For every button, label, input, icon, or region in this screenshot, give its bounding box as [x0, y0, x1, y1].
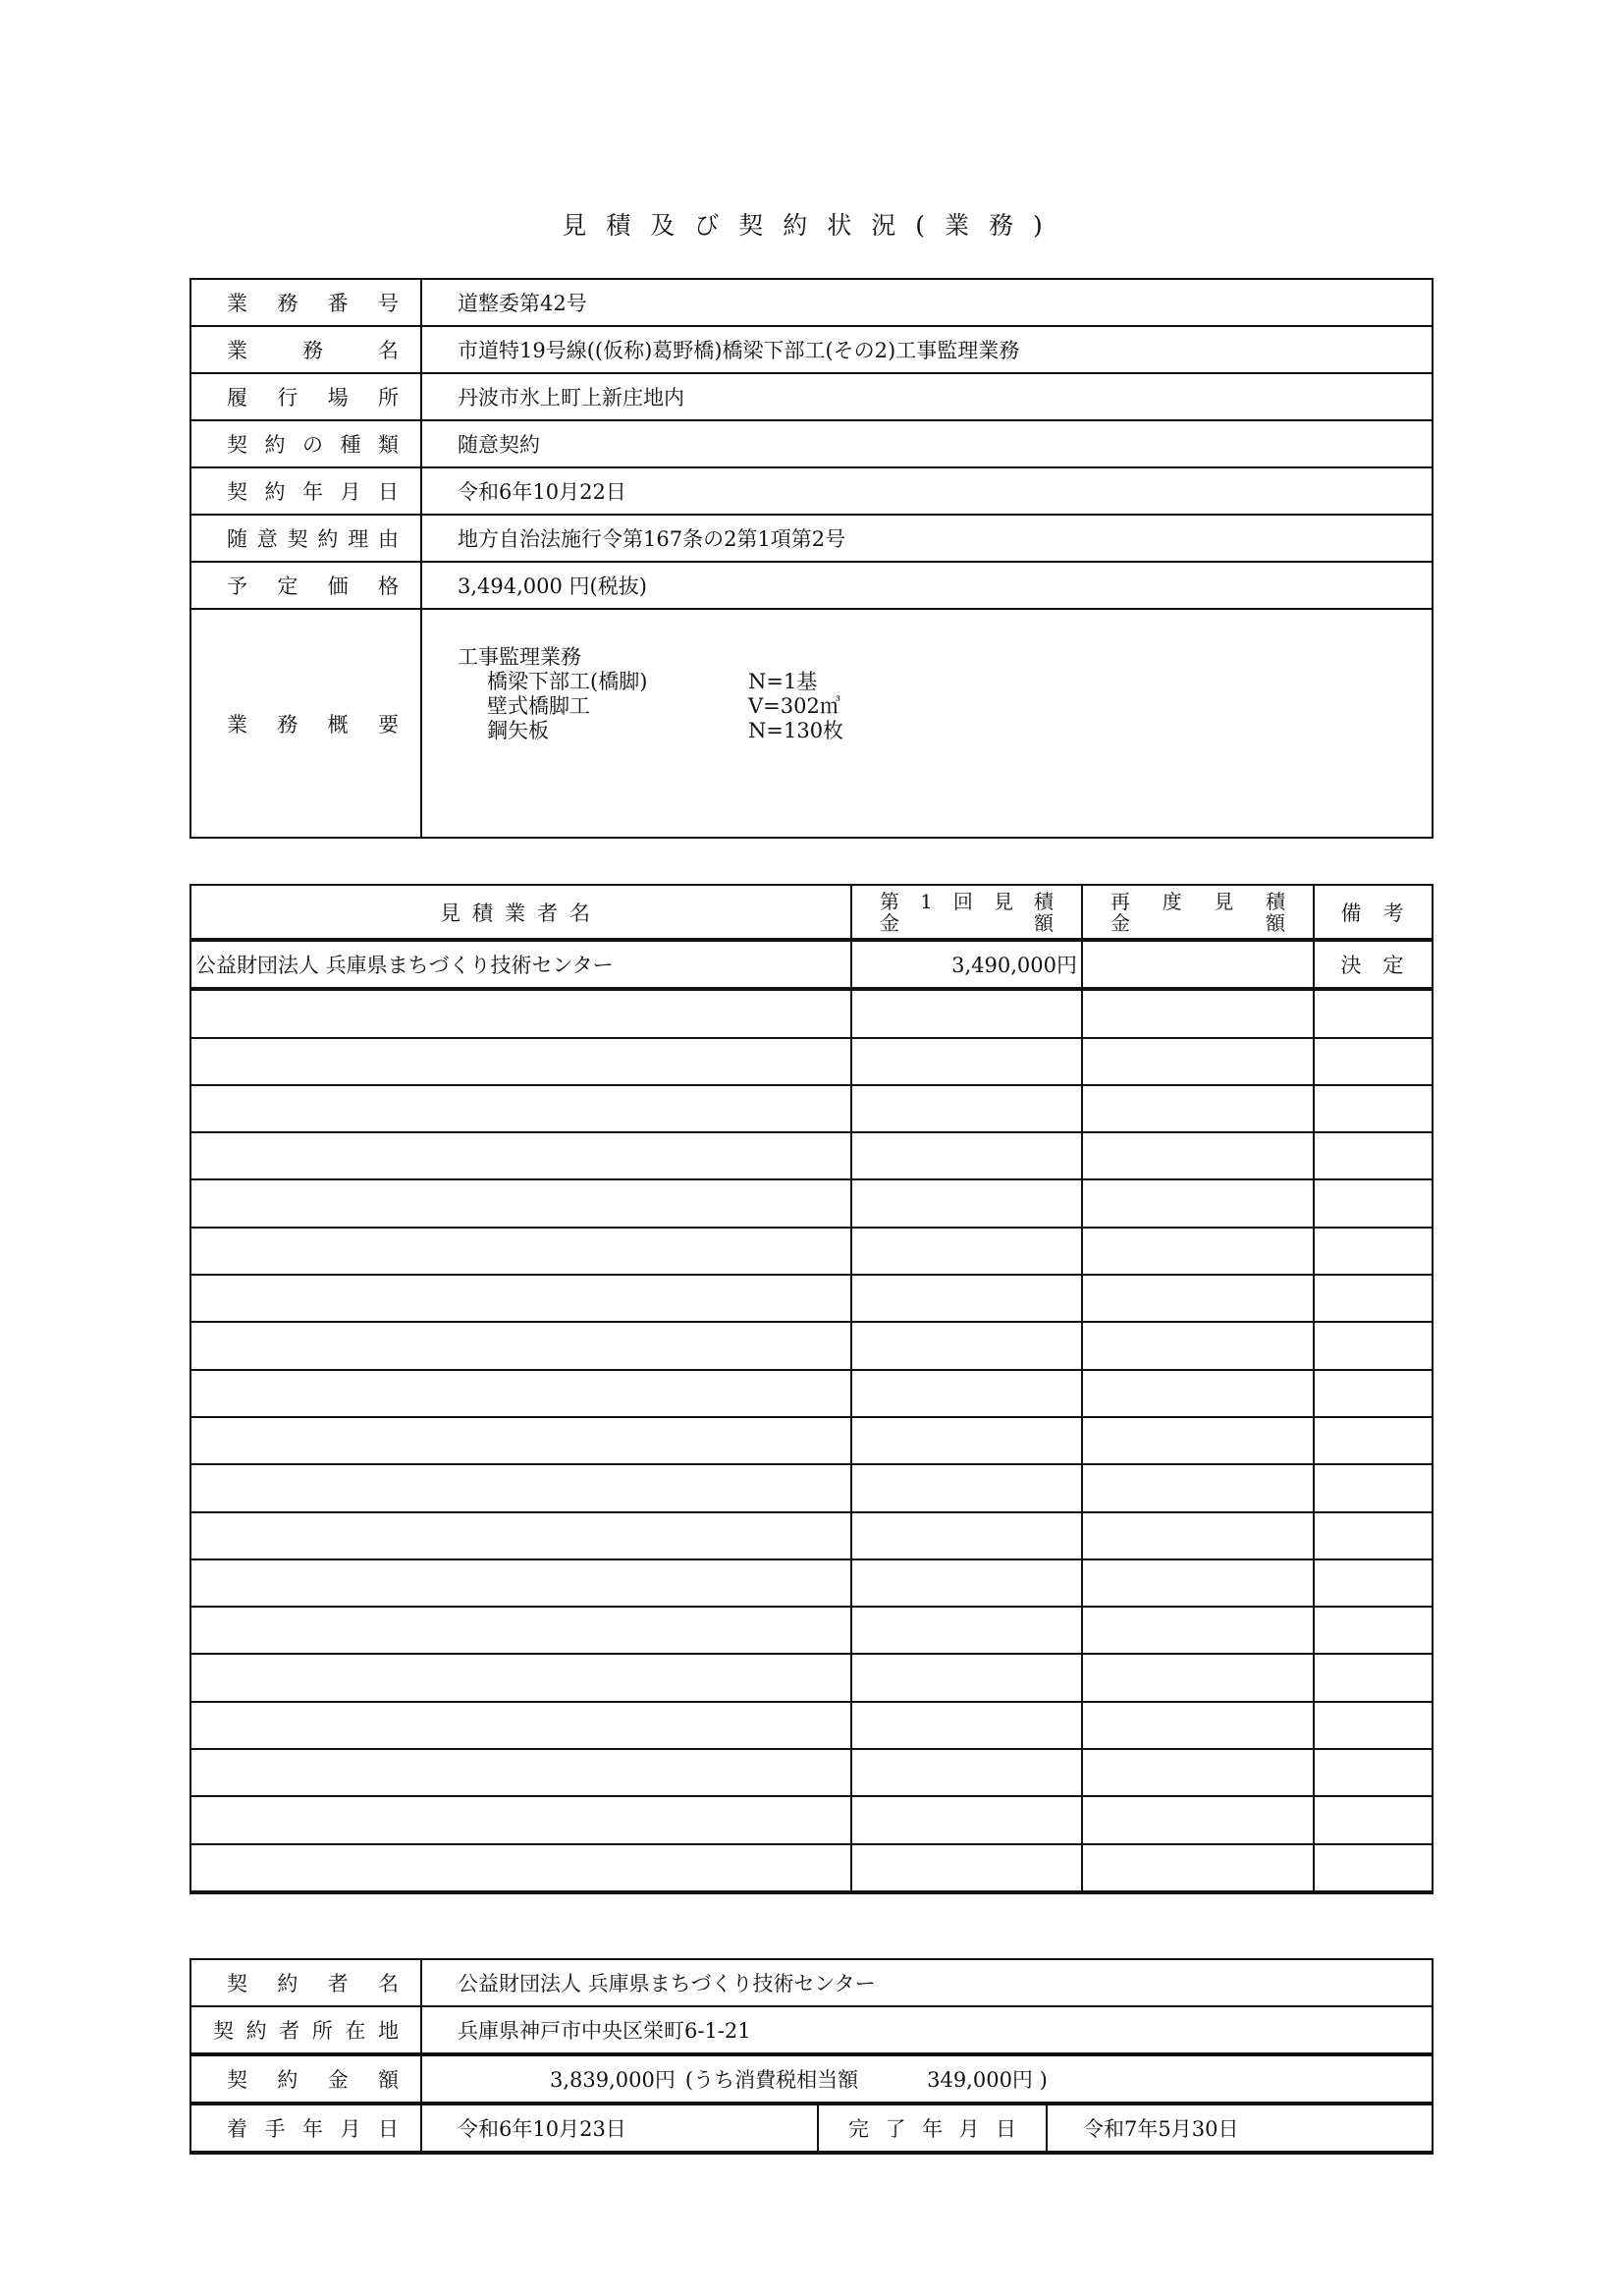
header-first-estimate	[851, 885, 1082, 940]
vendor-cell	[190, 1796, 851, 1843]
note-cell	[1314, 989, 1433, 1037]
note-cell	[1314, 1228, 1433, 1275]
contract-row-amount	[190, 2054, 1433, 2104]
vendor-cell	[190, 1559, 851, 1607]
info-row-contract-date	[190, 467, 1433, 515]
page-title: 見積及び契約状況(業務)	[562, 211, 1062, 240]
vendor-cell	[190, 1085, 851, 1132]
value-amount	[421, 2054, 1433, 2104]
header-first-estimate-bottom: 金額	[880, 910, 1054, 935]
value-contract-date: 令和6年10月22日	[421, 467, 1433, 515]
note-cell	[1314, 1464, 1433, 1511]
table-row	[190, 1796, 1433, 1843]
vendor-cell	[190, 1844, 851, 1892]
info-row-summary	[190, 609, 1433, 838]
estimates-header-row	[190, 885, 1433, 940]
summary-item-qty: N=1基	[748, 669, 818, 693]
second-estimate-cell	[1082, 1038, 1314, 1085]
first-estimate-cell	[851, 1607, 1082, 1654]
label-end-date: 完了年月日	[818, 2104, 1047, 2153]
label-reason: 随意契約理由	[190, 515, 421, 562]
amount-tax-prefix: (うち消費税相当額	[684, 2068, 859, 2092]
note-cell	[1314, 1512, 1433, 1559]
label-summary: 業務概要	[190, 609, 421, 838]
header-second-estimate	[1082, 885, 1314, 940]
second-estimate-cell	[1082, 1370, 1314, 1417]
second-estimate-cell	[1082, 989, 1314, 1037]
value-start-date: 令和6年10月23日	[421, 2104, 818, 2153]
vendor-cell	[190, 1322, 851, 1369]
info-row-location	[190, 373, 1433, 420]
vendor-cell	[190, 1132, 851, 1179]
first-estimate-cell	[851, 1512, 1082, 1559]
note-cell	[1314, 1702, 1433, 1749]
vendor-cell	[190, 1702, 851, 1749]
label-address: 契約者所在地	[190, 2006, 421, 2054]
note-cell	[1314, 1749, 1433, 1796]
vendor-cell	[190, 1464, 851, 1511]
table-row	[190, 1132, 1433, 1179]
first-estimate-cell	[851, 1275, 1082, 1322]
value-planned-price: 3,494,000 円(税抜)	[421, 562, 1433, 609]
value-address: 兵庫県神戸市中央区栄町6-1-21	[421, 2006, 1433, 2054]
vendor-cell	[190, 1370, 851, 1417]
first-estimate-cell	[851, 1702, 1082, 1749]
note-cell	[1314, 1607, 1433, 1654]
table-row	[190, 1228, 1433, 1275]
first-estimate-cell	[851, 1085, 1082, 1132]
table-row	[190, 1607, 1433, 1654]
table-row	[190, 1179, 1433, 1227]
vendor-cell	[190, 1179, 851, 1227]
label-business-number: 業務番号	[190, 279, 421, 326]
second-estimate-cell	[1082, 1559, 1314, 1607]
value-location: 丹波市氷上町上新庄地内	[421, 373, 1433, 420]
table-row	[190, 1844, 1433, 1892]
table-row	[190, 989, 1433, 1037]
label-location: 履行場所	[190, 373, 421, 420]
label-contract-type: 契約の種類	[190, 420, 421, 467]
label-contract-date: 契約年月日	[190, 467, 421, 515]
header-vendor: 見積業者名	[190, 885, 851, 940]
first-estimate-cell: 3,490,000円	[851, 940, 1082, 989]
second-estimate-cell	[1082, 940, 1314, 989]
note-cell	[1314, 1559, 1433, 1607]
first-estimate-cell	[851, 1464, 1082, 1511]
summary-item-name: 橋梁下部工(橋脚)	[487, 669, 648, 693]
second-estimate-cell	[1082, 1607, 1314, 1654]
note-cell: 決定	[1314, 940, 1433, 989]
first-estimate-cell	[851, 989, 1082, 1037]
first-estimate-cell	[851, 1370, 1082, 1417]
info-row-reason	[190, 515, 1433, 562]
header-note: 備考	[1314, 885, 1433, 940]
contract-row-dates	[190, 2104, 1433, 2153]
vendor-cell	[190, 1228, 851, 1275]
note-cell	[1314, 1322, 1433, 1369]
first-estimate-cell	[851, 1228, 1082, 1275]
vendor-cell	[190, 1275, 851, 1322]
info-row-name	[190, 326, 1433, 373]
vendor-cell	[190, 989, 851, 1037]
note-cell	[1314, 1038, 1433, 1085]
second-estimate-cell	[1082, 1512, 1314, 1559]
label-amount: 契約金額	[190, 2054, 421, 2104]
first-estimate-cell	[851, 1844, 1082, 1892]
first-estimate-cell	[851, 1322, 1082, 1369]
value-contract-type: 随意契約	[421, 420, 1433, 467]
table-row	[190, 1417, 1433, 1464]
summary-item-qty: N=130枚	[748, 718, 844, 742]
note-cell	[1314, 1417, 1433, 1464]
value-end-date: 令和7年5月30日	[1047, 2104, 1433, 2153]
value-summary	[421, 609, 1433, 838]
second-estimate-cell	[1082, 1275, 1314, 1322]
value-reason: 地方自治法施行令第167条の2第1項第2号	[421, 515, 1433, 562]
summary-item-name: 壁式橋脚工	[487, 693, 590, 718]
table-row	[190, 1038, 1433, 1085]
value-contractor: 公益財団法人 兵庫県まちづくり技術センター	[421, 1959, 1433, 2006]
header-second-estimate-bottom: 金額	[1110, 910, 1285, 935]
vendor-cell	[190, 1512, 851, 1559]
second-estimate-cell	[1082, 1085, 1314, 1132]
summary-item	[458, 694, 1432, 719]
note-cell	[1314, 1275, 1433, 1322]
estimates-table	[189, 884, 1434, 1894]
second-estimate-cell	[1082, 1464, 1314, 1511]
note-cell	[1314, 1085, 1433, 1132]
vendor-cell	[190, 1038, 851, 1085]
second-estimate-cell	[1082, 1417, 1314, 1464]
value-business-name: 市道特19号線((仮称)葛野橋)橋梁下部工(その2)工事監理業務	[421, 326, 1433, 373]
contract-row-contractor	[190, 1959, 1433, 2006]
table-row	[190, 1275, 1433, 1322]
second-estimate-cell	[1082, 1796, 1314, 1843]
vendor-cell	[190, 1417, 851, 1464]
first-estimate-cell	[851, 1179, 1082, 1227]
note-cell	[1314, 1654, 1433, 1701]
vendor-cell	[190, 1607, 851, 1654]
vendor-cell	[190, 1749, 851, 1796]
summary-heading: 工事監理業務	[458, 644, 581, 669]
note-cell	[1314, 1844, 1433, 1892]
first-estimate-cell	[851, 1559, 1082, 1607]
summary-item	[458, 719, 1432, 743]
label-business-name: 業務名	[190, 326, 421, 373]
info-row-planned-price	[190, 562, 1433, 609]
vendor-cell: 公益財団法人 兵庫県まちづくり技術センター	[190, 940, 851, 989]
summary-item-qty: V=302㎥	[748, 693, 840, 718]
note-cell	[1314, 1179, 1433, 1227]
header-second-estimate-top: 再度見積	[1110, 889, 1285, 913]
second-estimate-cell	[1082, 1749, 1314, 1796]
label-contractor: 契約者名	[190, 1959, 421, 2006]
label-start-date: 着手年月日	[190, 2104, 421, 2153]
table-row	[190, 1085, 1433, 1132]
second-estimate-cell	[1082, 1228, 1314, 1275]
contract-row-address	[190, 2006, 1433, 2054]
first-estimate-cell	[851, 1749, 1082, 1796]
table-row	[190, 1749, 1433, 1796]
second-estimate-cell	[1082, 1654, 1314, 1701]
second-estimate-cell	[1082, 1844, 1314, 1892]
contract-table	[189, 1958, 1434, 2155]
amount-tax-value: 349,000円 )	[927, 2068, 1048, 2092]
first-estimate-cell	[851, 1038, 1082, 1085]
summary-item	[458, 670, 1432, 694]
table-row	[190, 1322, 1433, 1369]
first-estimate-cell	[851, 1417, 1082, 1464]
value-business-number: 道整委第42号	[421, 279, 1433, 326]
header-first-estimate-top: 第1回見積	[880, 889, 1054, 913]
vendor-cell	[190, 1654, 851, 1701]
second-estimate-cell	[1082, 1132, 1314, 1179]
amount-total: 3,839,000円	[550, 2068, 676, 2092]
table-row	[190, 1702, 1433, 1749]
summary-item-name: 鋼矢板	[487, 718, 549, 742]
first-estimate-cell	[851, 1654, 1082, 1701]
table-row	[190, 1512, 1433, 1559]
note-cell	[1314, 1132, 1433, 1179]
table-row	[190, 1464, 1433, 1511]
first-estimate-cell	[851, 1132, 1082, 1179]
info-table	[189, 278, 1434, 839]
table-row	[190, 1654, 1433, 1701]
second-estimate-cell	[1082, 1322, 1314, 1369]
second-estimate-cell	[1082, 1179, 1314, 1227]
first-estimate-cell	[851, 1796, 1082, 1843]
table-row	[190, 940, 1433, 989]
table-row	[190, 1370, 1433, 1417]
note-cell	[1314, 1796, 1433, 1843]
second-estimate-cell	[1082, 1702, 1314, 1749]
label-planned-price: 予定価格	[190, 562, 421, 609]
table-row	[190, 1559, 1433, 1607]
info-row-contract-type	[190, 420, 1433, 467]
info-row-number	[190, 279, 1433, 326]
note-cell	[1314, 1370, 1433, 1417]
